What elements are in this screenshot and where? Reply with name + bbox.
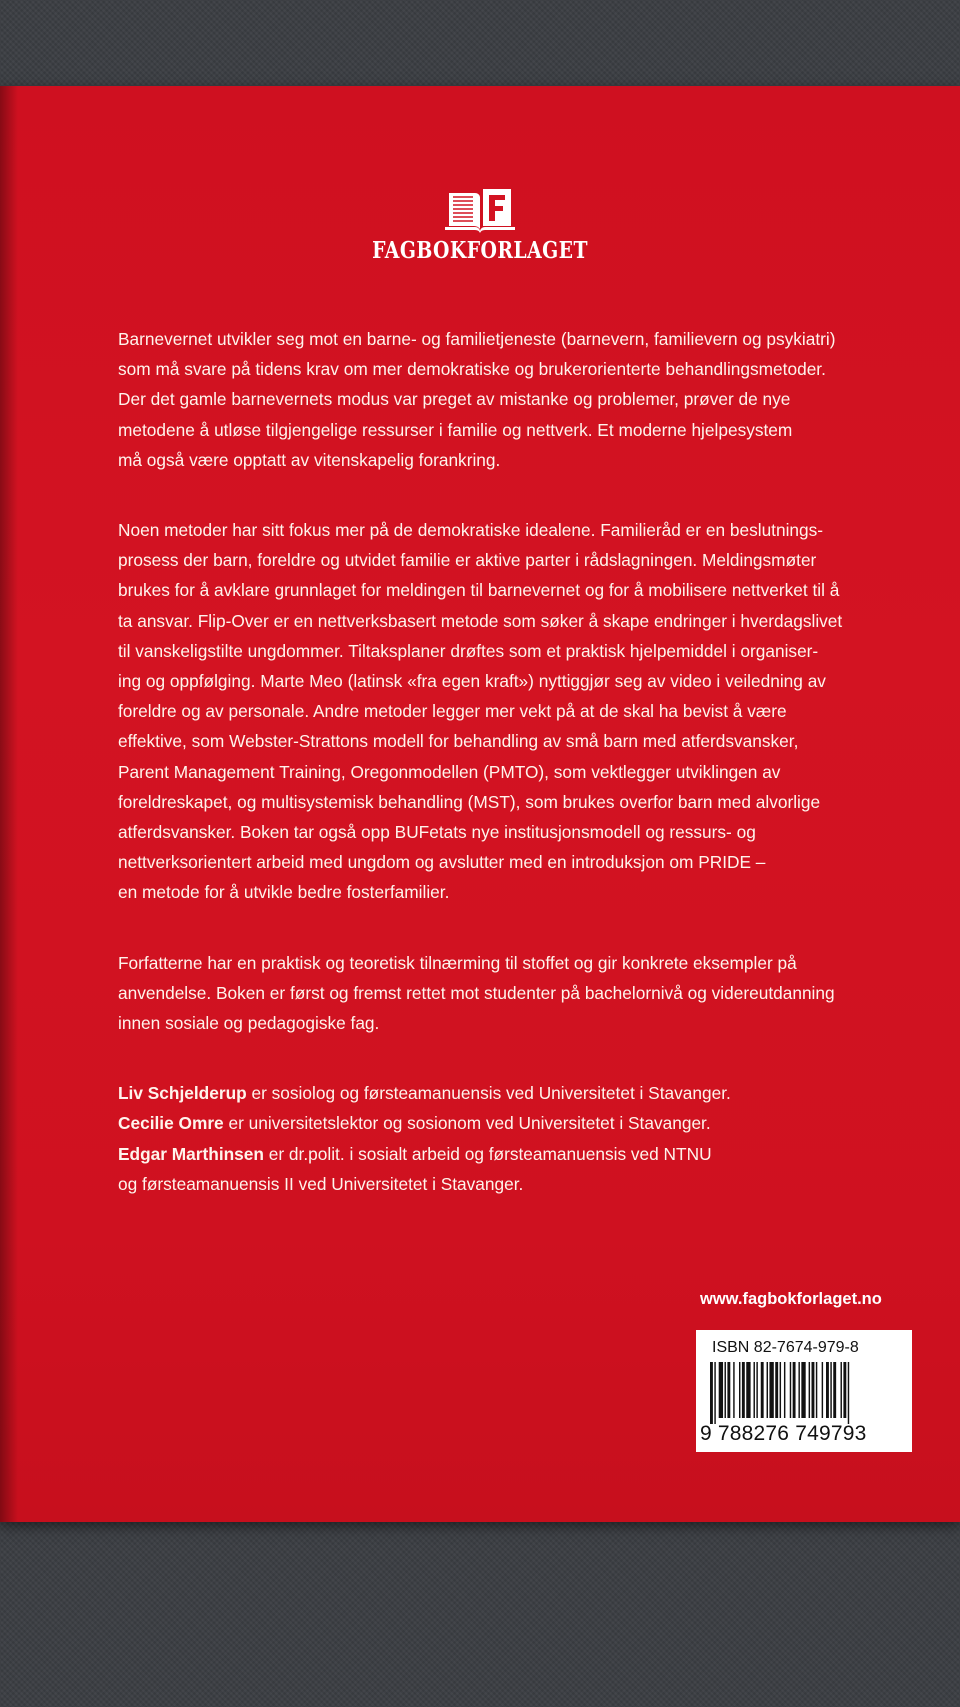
author-name: Liv Schjelderup — [118, 1083, 247, 1104]
text-line: brukes for å avklare grunnlaget for meldingen til barnevernet og for å mobilisere nettverket til å — [118, 580, 840, 601]
barcode-stripe — [767, 1362, 768, 1418]
blurb-text — [118, 324, 918, 1199]
barcode-stripe — [809, 1362, 810, 1418]
barcode-stripe — [714, 1362, 715, 1424]
text-line: anvendelse. Boken er først og fremst rettet mot studenter på bachelornivå og videreutdanning — [118, 982, 835, 1003]
text-line: Der det gamle barnevernets modus var preget av mistanke og problemer, prøver de nye — [118, 389, 791, 410]
barcode-stripe — [739, 1362, 740, 1418]
barcode-stripe — [727, 1362, 730, 1418]
text-line: ing og oppfølging. Marte Meo (latinsk «fra egen kraft») nyttiggjør seg av video i veiledning av — [118, 671, 826, 692]
isbn-barcode — [696, 1330, 912, 1452]
barcode-stripe — [725, 1362, 726, 1418]
barcode-stripe — [710, 1362, 713, 1424]
barcode-stripe — [843, 1362, 846, 1418]
author-description: er universitetslektor og sosionom ved Universitetet i Stavanger. — [223, 1113, 711, 1134]
barcode-stripe — [848, 1362, 849, 1424]
barcode-stripe — [841, 1362, 842, 1418]
publisher-logo — [0, 189, 960, 264]
text-line: foreldreskapet, og multisystemisk behandling (MST), som brukes overfor barn med alvorlige — [118, 791, 821, 812]
barcode-stripe — [790, 1362, 791, 1418]
text-line: som må svare på tidens krav om mer demokratiske og brukerorienterte behandlingsmetoder. — [118, 359, 826, 380]
author-name: Edgar Marthinsen — [118, 1143, 264, 1164]
author-bio-continuation: og førsteamanuensis II ved Universitetet i Stavanger. — [118, 1173, 524, 1194]
barcode-stripe — [769, 1362, 773, 1418]
barcode-stripe — [798, 1362, 799, 1418]
author-bios — [118, 1078, 918, 1199]
barcode-stripe — [801, 1362, 805, 1418]
barcode-stripe — [822, 1362, 823, 1418]
text-line: prosess der barn, foreldre og utvidet familie er aktive parter i rådslagningen. Meldingsmøter — [118, 550, 817, 571]
barcode-stripe — [742, 1362, 745, 1418]
blurb-paragraph-3 — [118, 948, 918, 1039]
barcode-stripe — [775, 1362, 778, 1418]
author-bio — [118, 1139, 918, 1169]
book-back-cover — [0, 86, 960, 1522]
author-description: er dr.polit. i sosialt arbeid og førsteamanuensis ved NTNU — [263, 1143, 712, 1164]
barcode-stripe — [784, 1362, 785, 1418]
open-book-f-icon — [445, 189, 515, 233]
barcode-stripe — [793, 1362, 796, 1418]
text-line: Barnevernet utvikler seg mot en barne- og familietjeneste (barnevern, familievern og psykiatri) — [118, 329, 836, 349]
blurb-paragraph-1 — [118, 324, 918, 475]
text-line: atferdsvansker. Boken tar også opp BUFetats nye institusjonsmodell og ressurs- og — [118, 822, 756, 843]
text-line: må også være opptatt av vitenskapelig forankring. — [118, 449, 501, 470]
barcode-stripe — [826, 1362, 829, 1418]
publisher-website: www.fagbokforlaget.no — [700, 1290, 882, 1308]
barcode-stripe — [830, 1362, 831, 1418]
isbn-label: ISBN 82-7674-979-8 — [712, 1339, 859, 1356]
author-description: er sosiolog og førsteamanuensis ved Universitetet i Stavanger. — [246, 1083, 731, 1104]
text-line: ta ansvar. Flip-Over er en nettverksbasert metode som søker å skape endringer i hverdagslivet — [118, 610, 843, 631]
barcode-stripe — [812, 1362, 815, 1418]
barcode-stripe — [733, 1362, 734, 1418]
publisher-name: FAGBOKFORLAGET — [372, 237, 588, 264]
author-bio — [118, 1108, 918, 1138]
barcode-stripe — [756, 1362, 757, 1418]
text-line: en metode for å utvikle bedre fosterfamilier. — [118, 882, 450, 903]
author-name: Cecilie Omre — [118, 1113, 224, 1134]
text-line: Forfatterne har en praktisk og teoretisk tilnærming til stoffet og gir konkrete eksempler på — [118, 952, 797, 973]
barcode-stripe — [754, 1362, 755, 1418]
barcode-stripe — [746, 1362, 750, 1418]
text-line: Noen metoder har sitt fokus mer på de demokratiske idealene. Familieråd er en beslutnings- — [118, 520, 824, 541]
blurb-paragraph-2 — [118, 515, 918, 908]
barcode-stripe — [816, 1362, 817, 1418]
barcode-stripe — [761, 1362, 764, 1418]
barcode-icon — [708, 1362, 900, 1424]
text-line: Parent Management Training, Oregonmodellen (PMTO), som vektlegger utviklingen av — [118, 761, 781, 782]
text-line: nettverksorientert arbeid med ungdom og avslutter med en introduksjon om PRIDE – — [118, 852, 766, 873]
barcode-digits: 9 788276 749793 — [700, 1422, 867, 1445]
text-line: foreldre og av personale. Andre metoder legger mer vekt på at de skal ha bevist å være — [118, 701, 787, 722]
barcode-stripe — [719, 1362, 723, 1418]
barcode-stripe — [833, 1362, 836, 1418]
text-line: innen sosiale og pedagogiske fag. — [118, 1013, 380, 1034]
text-line: metodene å utløse tilgjengelige ressurser i familie og nettverk. Et moderne hjelpesystem — [118, 419, 793, 440]
text-line: effektive, som Webster-Strattons modell for behandling av små barn med atferdsvansker, — [118, 731, 799, 752]
barcode-stripe — [780, 1362, 781, 1418]
text-line: til vanskeligstilte ungdommer. Tiltaksplaner drøftes som et praktisk hjelpemiddel i organiser- — [118, 640, 819, 661]
author-bio — [118, 1078, 918, 1108]
